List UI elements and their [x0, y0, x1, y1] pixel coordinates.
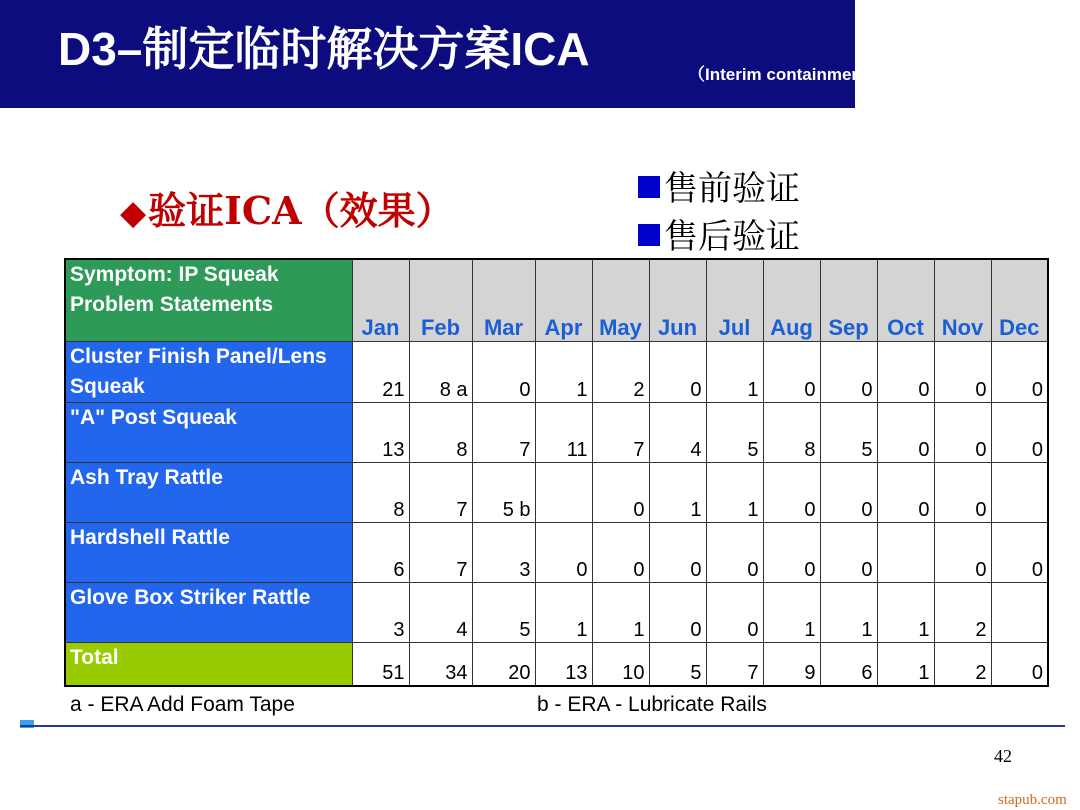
table-cell: 6 [820, 642, 877, 686]
table-cell: 10 [592, 642, 649, 686]
table-cell: 0 [820, 341, 877, 402]
table-cell: 0 [820, 522, 877, 582]
table-cell: 7 [409, 522, 472, 582]
table-cell: 20 [472, 642, 535, 686]
table-cell: 11 [535, 402, 592, 462]
bullet-item [638, 165, 800, 213]
table-row [65, 582, 1048, 642]
table-cell: 0 [706, 582, 763, 642]
table-cell: 0 [763, 341, 820, 402]
table-row [65, 402, 1048, 462]
table-cell: 0 [991, 341, 1048, 402]
symptom-table [64, 258, 1049, 687]
table-cell: 0 [820, 462, 877, 522]
table-cell: 1 [592, 582, 649, 642]
table-cell: 2 [934, 582, 991, 642]
month-header: Jan [352, 259, 409, 341]
table-cell: 0 [877, 402, 934, 462]
table-cell: 8 [763, 402, 820, 462]
table-cell: 0 [649, 341, 706, 402]
table-cell: 13 [352, 402, 409, 462]
table-cell: 7 [472, 402, 535, 462]
bullet-text: 售后验证 [664, 217, 800, 257]
table-cell: 5 [472, 582, 535, 642]
table-row [65, 341, 1048, 402]
month-header: May [592, 259, 649, 341]
table-cell: 13 [535, 642, 592, 686]
table-cell: 5 [649, 642, 706, 686]
table-cell: 0 [649, 582, 706, 642]
table-cell: 0 [472, 341, 535, 402]
table-cell: 1 [535, 341, 592, 402]
month-header: Aug [763, 259, 820, 341]
table-cell: 0 [877, 341, 934, 402]
row-label: Cluster Finish Panel/Lens Squeak [65, 341, 352, 402]
table-cell: 1 [706, 462, 763, 522]
footer-divider [20, 725, 1065, 727]
row-label: Ash Tray Rattle [65, 462, 352, 522]
table-cell: 0 [877, 462, 934, 522]
table-cell: 0 [763, 522, 820, 582]
table-cell: 0 [934, 462, 991, 522]
table-cell: 5 [820, 402, 877, 462]
square-bullet-icon [638, 176, 660, 198]
table-cell: 7 [592, 402, 649, 462]
corner-header: Symptom: IP Squeak Problem Statements [65, 259, 352, 341]
table-header-row [65, 259, 1048, 341]
table-cell: 3 [472, 522, 535, 582]
bullet-list [638, 165, 800, 257]
row-label: Total [65, 642, 352, 686]
table-cell: 0 [706, 522, 763, 582]
table-cell: 0 [592, 462, 649, 522]
row-label: Hardshell Rattle [65, 522, 352, 582]
table-cell: 1 [877, 582, 934, 642]
table-cell: 4 [409, 582, 472, 642]
table-cell: 2 [592, 341, 649, 402]
diamond-bullet-icon: ◆ [120, 193, 147, 233]
table-cell: 8 a [409, 341, 472, 402]
title-bar [0, 0, 940, 108]
section-heading [120, 188, 454, 233]
table-cell: 0 [991, 402, 1048, 462]
slide-title: D3–制定临时解决方案ICA [58, 23, 590, 75]
month-header: Feb [409, 259, 472, 341]
table-cell: 0 [535, 522, 592, 582]
table-row [65, 522, 1048, 582]
table-cell: 0 [763, 462, 820, 522]
month-header: Mar [472, 259, 535, 341]
section-heading-text: 验证ICA（效果） [148, 188, 454, 233]
table-cell: 0 [649, 522, 706, 582]
table-cell: 0 [991, 522, 1048, 582]
table-cell: 0 [934, 522, 991, 582]
month-header: Apr [535, 259, 592, 341]
month-header: Dec [991, 259, 1048, 341]
month-header: Jul [706, 259, 763, 341]
table-cell: 5 b [472, 462, 535, 522]
table-cell: 34 [409, 642, 472, 686]
page-number: 42 [994, 746, 1012, 766]
table-cell [991, 582, 1048, 642]
table-row [65, 462, 1048, 522]
table-cell: 5 [706, 402, 763, 462]
month-header: Jun [649, 259, 706, 341]
table-cell: 21 [352, 341, 409, 402]
table-cell: 1 [535, 582, 592, 642]
table-cell: 1 [877, 642, 934, 686]
site-credit: stapub.com [998, 792, 1067, 808]
table-cell: 0 [991, 642, 1048, 686]
table-cell: 9 [763, 642, 820, 686]
row-label: Glove Box Striker Rattle [65, 582, 352, 642]
table-cell: 0 [934, 341, 991, 402]
table-cell [535, 462, 592, 522]
bullet-text: 售前验证 [664, 169, 800, 209]
row-label: "A" Post Squeak [65, 402, 352, 462]
table-cell: 1 [649, 462, 706, 522]
table-cell: 7 [706, 642, 763, 686]
table-cell: 1 [706, 341, 763, 402]
month-header: Nov [934, 259, 991, 341]
month-header: Sep [820, 259, 877, 341]
table-cell [877, 522, 934, 582]
table-cell: 0 [934, 402, 991, 462]
table-cell: 7 [409, 462, 472, 522]
table-cell: 51 [352, 642, 409, 686]
table-cell [991, 462, 1048, 522]
bullet-item [638, 213, 800, 261]
slide-subtitle: （Interim containment action） [688, 65, 940, 84]
table-cell: 3 [352, 582, 409, 642]
month-header: Oct [877, 259, 934, 341]
table-cell: 8 [409, 402, 472, 462]
table-cell: 8 [352, 462, 409, 522]
table-cell: 1 [820, 582, 877, 642]
table-cell: 1 [763, 582, 820, 642]
table-cell: 4 [649, 402, 706, 462]
total-row [65, 642, 1048, 686]
table-cell: 2 [934, 642, 991, 686]
table-cell: 0 [592, 522, 649, 582]
footnote-b: b - ERA - Lubricate Rails [537, 693, 767, 716]
footnote-a: a - ERA Add Foam Tape [70, 693, 295, 716]
square-bullet-icon [638, 224, 660, 246]
table-cell: 6 [352, 522, 409, 582]
